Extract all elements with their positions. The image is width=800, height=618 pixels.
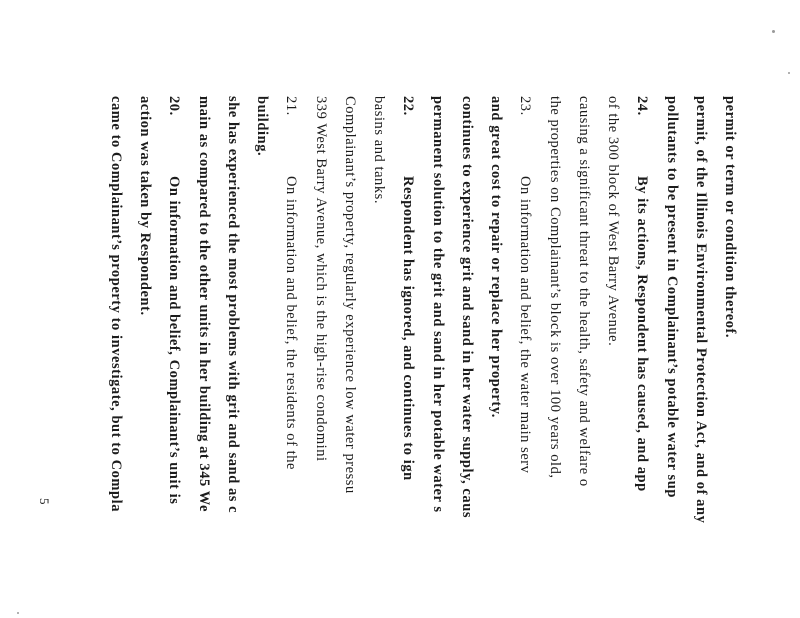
scan-speck: [788, 72, 790, 74]
paragraph-number: 20.: [166, 96, 182, 116]
line-text: building.: [254, 96, 270, 157]
line-text: Respondent has ignored, and continues to ign: [400, 176, 416, 481]
line-text: 339 West Barry Avenue, which is the high-rise condomini: [313, 96, 329, 462]
line-text: permanent solution to the grit and sand in her potable water s: [430, 96, 446, 513]
body-text-line: [605, 96, 621, 346]
paragraph-number: 21.: [283, 96, 299, 116]
body-text-line: [576, 96, 592, 487]
body-text-line: [722, 96, 738, 338]
body-text-line: [459, 96, 475, 518]
body-text-line: [664, 96, 680, 498]
body-text-line: [196, 96, 212, 512]
line-text: On information and belief, Complainant’s unit is: [166, 176, 182, 505]
line-text: basins and tanks.: [371, 96, 387, 205]
line-text: she has experienced the most problems with grit and sand as c: [225, 96, 241, 514]
scan-speck: [17, 612, 19, 614]
line-text: came to Complainant’s property to investigate, but to Compla: [108, 96, 124, 513]
paragraph-first-line: [283, 96, 299, 470]
line-text: action was taken by Respondent.: [137, 96, 153, 316]
body-text-line: [488, 96, 504, 418]
paragraph-first-line: [634, 96, 650, 492]
line-text: By its actions, Respondent has caused, and app: [634, 176, 650, 492]
body-text-line: [547, 96, 563, 479]
paragraph-first-line: [400, 96, 416, 481]
page-number: 5: [37, 498, 52, 505]
paragraph-first-line: [166, 96, 182, 504]
body-text-line: [430, 96, 446, 513]
body-text-line: [371, 96, 387, 204]
body-text-line: [342, 96, 358, 494]
line-text: main as compared to the other units in her building at 345 We: [196, 96, 212, 512]
body-text-line: [254, 96, 270, 156]
scan-speck: [772, 30, 775, 33]
line-text: the properties on Complainant’s block is over 100 years old,: [547, 96, 563, 479]
body-text-line: [693, 96, 709, 523]
line-text: causing a significant threat to the health, safety and welfare o: [576, 96, 592, 487]
body-text-line: [137, 96, 153, 316]
line-text: continues to experience grit and sand in her water supply, caus: [459, 96, 475, 519]
body-text-line: [225, 96, 241, 513]
line-text: of the 300 block of West Barry Avenue.: [605, 96, 621, 347]
body-text-line: [313, 96, 329, 462]
rotated-text-block: [108, 96, 738, 618]
paragraph-number: 22.: [400, 96, 416, 116]
line-text: On information and belief, the water main serv: [517, 176, 533, 474]
paragraph-number: 23.: [517, 96, 533, 116]
line-text: pollutants to be present in Complainant’s potable water sup: [664, 96, 680, 498]
line-text: Complainant’s property, regularly experience low water pressu: [342, 96, 358, 494]
body-text-line: [108, 96, 124, 512]
line-text: permit or term or condition thereof.: [722, 96, 738, 339]
line-text: permit, of the Illinois Environmental Protection Act, and of any: [693, 96, 709, 524]
line-text: and great cost to repair or replace her property.: [488, 96, 504, 418]
paragraph-number: 24.: [634, 96, 650, 116]
paragraph-first-line: [517, 96, 533, 474]
line-text: On information and belief, the residents of the: [283, 176, 299, 471]
